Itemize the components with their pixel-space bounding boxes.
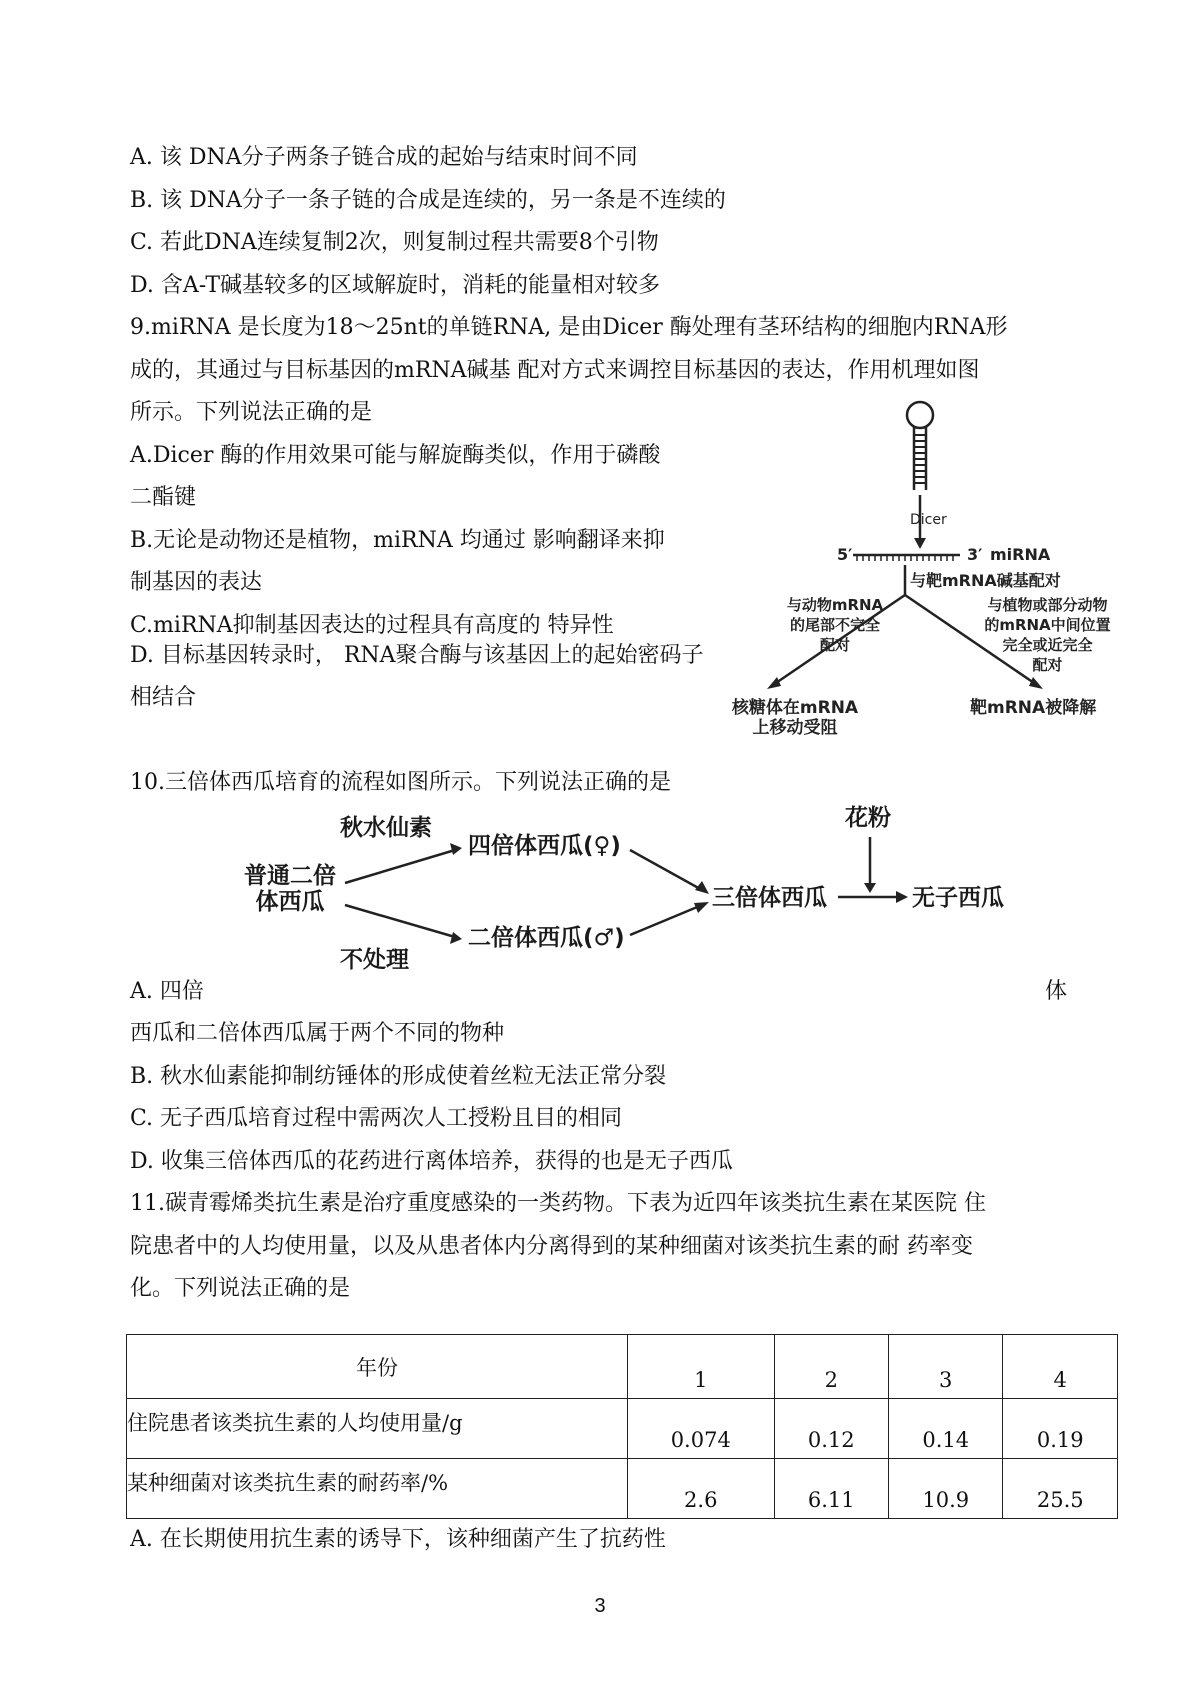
pollen-label: 花粉: [845, 805, 891, 831]
table-row-label: 某种细菌对该类抗生素的耐药率/%: [127, 1459, 628, 1519]
q9-stem-line-1: 9.miRNA 是长度为18～25nt的单链RNA, 是由Dicer 酶处理有茎环结构的细胞内RNA形: [130, 315, 1008, 340]
table-row: [127, 1335, 1118, 1399]
q10-stem: 10.三倍体西瓜培育的流程如图所示。下列说法正确的是: [130, 770, 671, 795]
colchicine-label: 秋水仙素: [340, 815, 432, 841]
table-cell: 10.9: [889, 1459, 1003, 1519]
table-row-label: 住院患者该类抗生素的人均使用量/g: [127, 1399, 628, 1459]
q9-option-b-line-2: 制基因的表达: [130, 570, 263, 595]
no-treatment-label: 不处理: [340, 947, 409, 973]
right-branch-label: 与植物或部分动物 的mRNA中间位置 完全或近完全 配对: [984, 596, 1111, 674]
right-result-label: 靶mRNA被降解: [970, 698, 1097, 718]
table-cell: 25.5: [1003, 1459, 1118, 1519]
table-year: 2: [774, 1335, 888, 1399]
q10-option-c: C. 无子西瓜培育过程中需两次人工授粉且目的相同: [130, 1106, 623, 1131]
q9-option-b-line-1: B.无论是动物还是植物，miRNA 均通过 影响翻译来抑: [130, 528, 665, 553]
triploid-label: 三倍体西瓜: [712, 885, 827, 911]
q9-option-c: C.miRNA抑制基因表达的过程具有高度的 特异性: [130, 613, 614, 638]
q10-option-d: D. 收集三倍体西瓜的花药进行离体培养，获得的也是无子西瓜: [130, 1149, 733, 1174]
table-cell: 0.12: [774, 1399, 888, 1459]
table-cell: 2.6: [628, 1459, 775, 1519]
q10-option-a-part-1: A. 四倍: [130, 979, 204, 1004]
watermelon-flow-diagram: [240, 805, 1040, 973]
left-result-label: 核糖体在mRNA 上移动受阻: [731, 698, 859, 738]
q9-stem-line-2: 成的，其通过与目标基因的mRNA碱基 配对方式来调控目标基因的表达，作用机理如图: [130, 358, 980, 383]
table-cell: 6.11: [774, 1459, 888, 1519]
table-cell: 0.14: [889, 1399, 1003, 1459]
q9-option-a-line-1: A.Dicer 酶的作用效果可能与解旋酶类似，作用于磷酸: [130, 443, 661, 468]
table-year: 4: [1003, 1335, 1118, 1399]
table-year: 1: [628, 1335, 775, 1399]
q8-option-c: C. 若此DNA连续复制2次，则复制过程共需要8个引物: [130, 230, 659, 255]
table-year: 3: [889, 1335, 1003, 1399]
page-number: 3: [594, 1595, 606, 1617]
q11-stem-line-3: 化。下列说法正确的是: [130, 1276, 351, 1301]
q10-option-a-part-2: 体: [1045, 979, 1068, 1004]
q10-option-b: B. 秋水仙素能抑制纺锤体的形成使着丝粒无法正常分裂: [130, 1064, 667, 1089]
q11-stem-line-1: 11.碳青霉烯类抗生素是治疗重度感染的一类药物。下表为近四年该类抗生素在某医院 住: [130, 1191, 986, 1216]
q11-stem-line-2: 院患者中的人均使用量，以及从患者体内分离得到的某种细菌对该类抗生素的耐 药率变: [130, 1234, 973, 1259]
antibiotic-table: [126, 1334, 1118, 1519]
q8-option-a: A. 该 DNA分子两条子链合成的起始与结束时间不同: [130, 145, 638, 170]
mirna-label: miRNA: [990, 545, 1051, 564]
three-prime-label: 3′: [967, 545, 983, 564]
pair-label: 与靶mRNA碱基配对: [910, 571, 1061, 590]
q11-option-a: A. 在长期使用抗生素的诱导下，该种细菌产生了抗药性: [130, 1527, 666, 1552]
table-row: [127, 1399, 1118, 1459]
left-branch-label: 与动物mRNA 的尾部不完全 配对: [786, 596, 884, 654]
five-prime-label: 5′: [837, 545, 853, 564]
q8-option-b: B. 该 DNA分子一条子链的合成是连续的，另一条是不连续的: [130, 188, 726, 213]
table-cell: 0.074: [628, 1399, 775, 1459]
seedless-label: 无子西瓜: [912, 885, 1004, 911]
diploid-start-label: 普通二倍 体西瓜: [244, 863, 336, 915]
stem-loop-icon: [907, 402, 933, 428]
tetraploid-label: 四倍体西瓜(♀): [468, 833, 621, 859]
q9-option-d-line-1: D. 目标基因转录时， RNA聚合酶与该基因上的起始密码子: [130, 643, 704, 668]
table-cell: 0.19: [1003, 1399, 1118, 1459]
mirna-mechanism-diagram: [725, 395, 1120, 745]
mirna-diagram-lines: [725, 395, 1120, 745]
diploid-male-label: 二倍体西瓜(♂): [468, 925, 625, 951]
table-row: [127, 1459, 1118, 1519]
q9-option-d-line-2: 相结合: [130, 685, 197, 710]
q9-option-a-line-2: 二酯键: [130, 485, 197, 510]
table-header-year: 年份: [127, 1335, 628, 1399]
q10-option-a-line-2: 西瓜和二倍体西瓜属于两个不同的物种: [130, 1021, 505, 1046]
dicer-label: Dicer: [910, 512, 947, 528]
q8-option-d: D. 含A-T碱基较多的区域解旋时，消耗的能量相对较多: [130, 273, 661, 298]
q9-stem-line-3: 所示。下列说法正确的是: [130, 400, 373, 425]
